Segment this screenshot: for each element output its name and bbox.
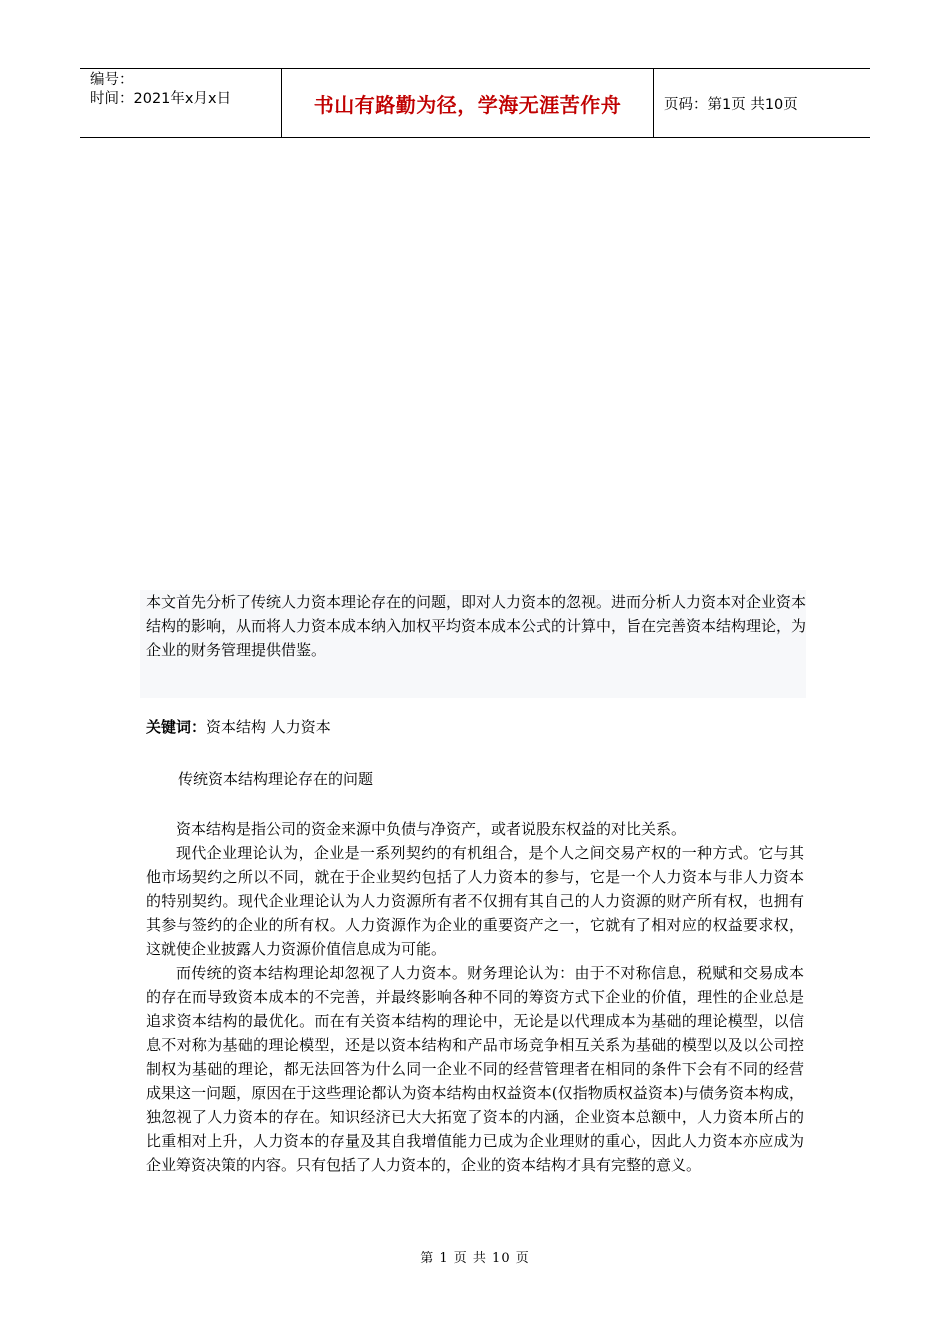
body-text	[146, 817, 804, 1177]
page-footer: 第 1 页 共 10 页	[420, 1251, 530, 1266]
abstract-text: 本文首先分析了传统人力资本理论存在的问题，即对人力资本的忽视。进而分析人力资本对企业资本结构的影响，从而将人力资本成本纳入加权平均资本成本公式的计算中，旨在完善资本结构理论，为企业的财务管理提供借鉴。	[146, 593, 807, 659]
keywords-label: 关键词：	[146, 718, 207, 736]
section-heading: 传统资本结构理论存在的问题	[178, 770, 374, 788]
time-label: 时间：2021年x月x日	[90, 91, 232, 107]
paragraph: 现代企业理论认为，企业是一系列契约的有机组合，是个人之间交易产权的一种方式。它与其他市场契约之所以不同，就在于企业契约包括了人力资本的参与，它是一个人力资本与非人力资本的特别契约。现代企业理论认为人力资源所有者不仅拥有其自己的人力资源的财产所有权，也拥有其参与签约的企业的所有权。人力资源作为企业的重要资产之一，它就有了相对应的权益要求权，这就使企业披露人力资源价值信息成为可能。	[146, 844, 804, 958]
header-page-cell	[654, 69, 870, 137]
header-meta-cell	[80, 69, 282, 137]
number-label: 编号：	[90, 72, 134, 88]
paragraph: 而传统的资本结构理论却忽视了人力资本。财务理论认为：由于不对称信息，税赋和交易成本的存在而导致资本成本的不完善，并最终影响各种不同的筹资方式下企业的价值，理性的企业总是追求资本结构的最优化。而在有关资本结构的理论中，无论是以代理成本为基础的理论模型，以信息不对称为基础的理论模型，还是以资本结构和产品市场竞争相互关系为基础的模型以及以公司控制权为基础的理论，都无法回答为什么同一企业不同的经营管理者在相同的条件下会有不同的经营成果这一问题，原因在于这些理论都认为资本结构由权益资本(仅指物质权益资本)与债务资本构成，独忽视了人力资本的存在。知识经济已大大拓宽了资本的内涵，企业资本总额中，人力资本所占的比重相对上升，人力资本的存量及其自我增值能力已成为企业理财的重心，因此人力资本亦应成为企业筹资决策的内容。只有包括了人力资本的，企业的资本结构才具有完整的意义。	[146, 964, 804, 1174]
motto-text: 书山有路勤为径，学海无涯苦作舟	[313, 92, 622, 117]
document-header	[80, 68, 870, 138]
abstract-block	[140, 590, 806, 698]
keywords-value: 资本结构 人力资本	[206, 718, 331, 736]
paragraph: 资本结构是指公司的资金来源中负债与净资产，或者说股东权益的对比关系。	[176, 820, 687, 838]
page-info: 页码：第1页 共10页	[664, 96, 798, 113]
keywords-line	[146, 715, 331, 739]
header-motto-cell	[282, 69, 654, 137]
